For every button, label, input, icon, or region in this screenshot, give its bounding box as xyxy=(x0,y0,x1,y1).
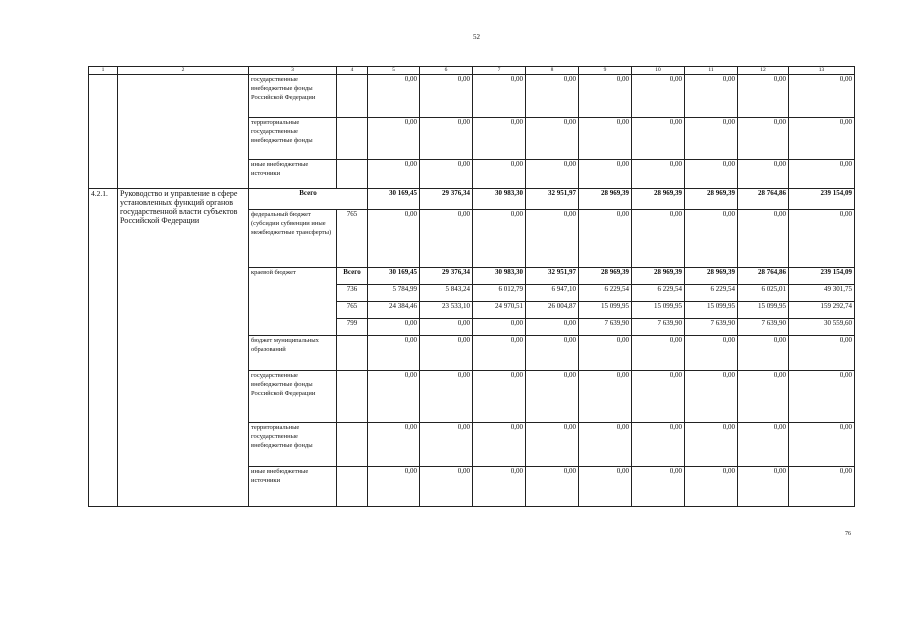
value-cell: 6 229,54 xyxy=(579,285,632,302)
column-numbers-row xyxy=(89,67,855,75)
value-cell: 6 229,54 xyxy=(685,285,738,302)
value-cell: 0,00 xyxy=(473,336,526,371)
column-number: 6 xyxy=(420,67,473,75)
column-number: 10 xyxy=(632,67,685,75)
value-cell: 0,00 xyxy=(420,319,473,336)
value-cell: 0,00 xyxy=(473,160,526,189)
value-cell: 0,00 xyxy=(526,210,579,268)
value-cell: 0,00 xyxy=(632,210,685,268)
value-cell: 28 969,39 xyxy=(685,268,738,285)
item-name: Руководство и управление в сфере установленных функций органов государственной власти субъектов Российской Федерации xyxy=(118,189,249,507)
funding-source-label: иные внебюджетные источники xyxy=(249,160,337,189)
value-cell: 0,00 xyxy=(420,467,473,507)
value-cell: 0,00 xyxy=(473,467,526,507)
budget-table xyxy=(88,66,855,507)
column-number: 1 xyxy=(89,67,118,75)
column-number: 3 xyxy=(249,67,337,75)
value-cell: 7 639,90 xyxy=(738,319,789,336)
value-cell: 0,00 xyxy=(789,75,855,118)
value-cell: 0,00 xyxy=(685,118,738,160)
value-cell: 0,00 xyxy=(526,118,579,160)
value-cell: 0,00 xyxy=(632,118,685,160)
index-cell-empty xyxy=(89,75,118,189)
code-cell xyxy=(337,118,368,160)
value-cell: 15 099,95 xyxy=(579,302,632,319)
code-cell: Всего xyxy=(337,268,368,285)
value-cell: 0,00 xyxy=(789,467,855,507)
value-cell: 49 301,75 xyxy=(789,285,855,302)
value-cell: 7 639,90 xyxy=(579,319,632,336)
value-cell: 0,00 xyxy=(579,467,632,507)
code-cell xyxy=(337,371,368,423)
value-cell: 0,00 xyxy=(579,75,632,118)
value-cell: 28 969,39 xyxy=(685,189,738,210)
value-cell: 0,00 xyxy=(526,423,579,467)
value-cell: 0,00 xyxy=(420,75,473,118)
value-cell: 0,00 xyxy=(368,371,420,423)
value-cell: 0,00 xyxy=(420,160,473,189)
value-cell: 0,00 xyxy=(789,423,855,467)
value-cell: 0,00 xyxy=(579,336,632,371)
funding-source-label: иные внебюджетные источники xyxy=(249,467,337,507)
value-cell: 0,00 xyxy=(368,336,420,371)
value-cell: 7 639,90 xyxy=(632,319,685,336)
value-cell: 23 533,10 xyxy=(420,302,473,319)
value-cell: 15 099,95 xyxy=(738,302,789,319)
value-cell: 0,00 xyxy=(685,210,738,268)
value-cell: 7 639,90 xyxy=(685,319,738,336)
value-cell: 0,00 xyxy=(526,336,579,371)
value-cell: 0,00 xyxy=(632,423,685,467)
value-cell: 30 983,30 xyxy=(473,189,526,210)
value-cell: 0,00 xyxy=(473,75,526,118)
value-cell: 32 951,97 xyxy=(526,268,579,285)
value-cell: 0,00 xyxy=(685,423,738,467)
value-cell: 15 099,95 xyxy=(685,302,738,319)
value-cell: 0,00 xyxy=(632,371,685,423)
value-cell: 28 969,39 xyxy=(632,268,685,285)
value-cell: 0,00 xyxy=(632,75,685,118)
value-cell: 0,00 xyxy=(473,118,526,160)
value-cell: 0,00 xyxy=(685,371,738,423)
value-cell: 0,00 xyxy=(632,336,685,371)
total-label: Всего xyxy=(249,189,368,210)
value-cell: 0,00 xyxy=(473,371,526,423)
value-cell: 26 004,87 xyxy=(526,302,579,319)
value-cell: 0,00 xyxy=(579,371,632,423)
column-number: 12 xyxy=(738,67,789,75)
value-cell: 0,00 xyxy=(738,75,789,118)
value-cell: 239 154,09 xyxy=(789,268,855,285)
value-cell: 0,00 xyxy=(632,160,685,189)
value-cell: 0,00 xyxy=(526,319,579,336)
code-cell xyxy=(337,160,368,189)
value-cell: 0,00 xyxy=(789,210,855,268)
column-number: 4 xyxy=(337,67,368,75)
value-cell: 28 764,86 xyxy=(738,268,789,285)
code-cell: 765 xyxy=(337,210,368,268)
value-cell: 0,00 xyxy=(368,319,420,336)
value-cell: 0,00 xyxy=(579,118,632,160)
value-cell: 0,00 xyxy=(685,336,738,371)
value-cell: 0,00 xyxy=(526,371,579,423)
column-number: 9 xyxy=(579,67,632,75)
value-cell: 0,00 xyxy=(738,467,789,507)
funding-source-label: территориальные государственные внебюджетные фонды xyxy=(249,118,337,160)
value-cell: 0,00 xyxy=(526,467,579,507)
value-cell: 0,00 xyxy=(420,371,473,423)
value-cell: 0,00 xyxy=(368,210,420,268)
value-cell: 0,00 xyxy=(368,160,420,189)
table-row xyxy=(89,75,855,118)
value-cell: 30 983,30 xyxy=(473,268,526,285)
value-cell: 6 947,10 xyxy=(526,285,579,302)
corner-mark: 76 xyxy=(845,531,851,537)
value-cell: 0,00 xyxy=(473,210,526,268)
value-cell: 30 169,45 xyxy=(368,189,420,210)
value-cell: 0,00 xyxy=(685,75,738,118)
funding-source-label: государственные внебюджетные фонды Российской Федерации xyxy=(249,371,337,423)
value-cell: 0,00 xyxy=(420,336,473,371)
value-cell: 0,00 xyxy=(738,336,789,371)
value-cell: 29 376,34 xyxy=(420,268,473,285)
code-cell xyxy=(337,423,368,467)
column-number: 5 xyxy=(368,67,420,75)
code-cell xyxy=(337,467,368,507)
value-cell: 0,00 xyxy=(526,75,579,118)
value-cell: 28 969,39 xyxy=(579,268,632,285)
item-total-row xyxy=(89,189,855,210)
value-cell: 0,00 xyxy=(420,118,473,160)
column-number: 8 xyxy=(526,67,579,75)
value-cell: 5 784,99 xyxy=(368,285,420,302)
value-cell: 0,00 xyxy=(738,210,789,268)
value-cell: 28 969,39 xyxy=(632,189,685,210)
value-cell: 0,00 xyxy=(368,423,420,467)
value-cell: 0,00 xyxy=(789,160,855,189)
value-cell: 239 154,09 xyxy=(789,189,855,210)
value-cell: 0,00 xyxy=(685,160,738,189)
funding-source-label: краевой бюджет xyxy=(249,268,337,336)
value-cell: 0,00 xyxy=(368,467,420,507)
value-cell: 0,00 xyxy=(579,423,632,467)
funding-source-label: территориальные государственные внебюджетные фонды xyxy=(249,423,337,467)
value-cell: 24 970,51 xyxy=(473,302,526,319)
value-cell: 0,00 xyxy=(738,423,789,467)
value-cell: 0,00 xyxy=(738,118,789,160)
funding-source-label: бюджет муниципальных образований xyxy=(249,336,337,371)
item-cell-empty xyxy=(118,75,249,189)
column-number: 13 xyxy=(789,67,855,75)
value-cell: 30 559,60 xyxy=(789,319,855,336)
value-cell: 0,00 xyxy=(579,160,632,189)
value-cell: 32 951,97 xyxy=(526,189,579,210)
item-index: 4.2.1. xyxy=(89,189,118,507)
value-cell: 15 099,95 xyxy=(632,302,685,319)
value-cell: 0,00 xyxy=(473,423,526,467)
value-cell: 0,00 xyxy=(368,118,420,160)
funding-source-label: государственные внебюджетные фонды Российской Федерации xyxy=(249,75,337,118)
value-cell: 0,00 xyxy=(789,371,855,423)
value-cell: 0,00 xyxy=(685,467,738,507)
page-number: 52 xyxy=(473,33,480,41)
column-number: 2 xyxy=(118,67,249,75)
value-cell: 0,00 xyxy=(368,75,420,118)
value-cell: 0,00 xyxy=(526,160,579,189)
value-cell: 0,00 xyxy=(632,467,685,507)
value-cell: 0,00 xyxy=(420,423,473,467)
funding-source-label: федеральный бюджет (субсидии субвенции иные межбюджетные трансферты) xyxy=(249,210,337,268)
value-cell: 0,00 xyxy=(789,336,855,371)
value-cell: 5 843,24 xyxy=(420,285,473,302)
value-cell: 30 169,45 xyxy=(368,268,420,285)
code-cell: 736 xyxy=(337,285,368,302)
code-cell xyxy=(337,75,368,118)
value-cell: 29 376,34 xyxy=(420,189,473,210)
code-cell xyxy=(337,336,368,371)
value-cell: 159 292,74 xyxy=(789,302,855,319)
value-cell: 24 384,46 xyxy=(368,302,420,319)
value-cell: 0,00 xyxy=(738,371,789,423)
column-number: 7 xyxy=(473,67,526,75)
column-number: 11 xyxy=(685,67,738,75)
code-cell: 799 xyxy=(337,319,368,336)
value-cell: 0,00 xyxy=(738,160,789,189)
value-cell: 28 764,86 xyxy=(738,189,789,210)
value-cell: 0,00 xyxy=(473,319,526,336)
value-cell: 6 229,54 xyxy=(632,285,685,302)
value-cell: 0,00 xyxy=(420,210,473,268)
value-cell: 6 025,01 xyxy=(738,285,789,302)
value-cell: 0,00 xyxy=(579,210,632,268)
code-cell: 765 xyxy=(337,302,368,319)
value-cell: 28 969,39 xyxy=(579,189,632,210)
value-cell: 0,00 xyxy=(789,118,855,160)
value-cell: 6 012,79 xyxy=(473,285,526,302)
